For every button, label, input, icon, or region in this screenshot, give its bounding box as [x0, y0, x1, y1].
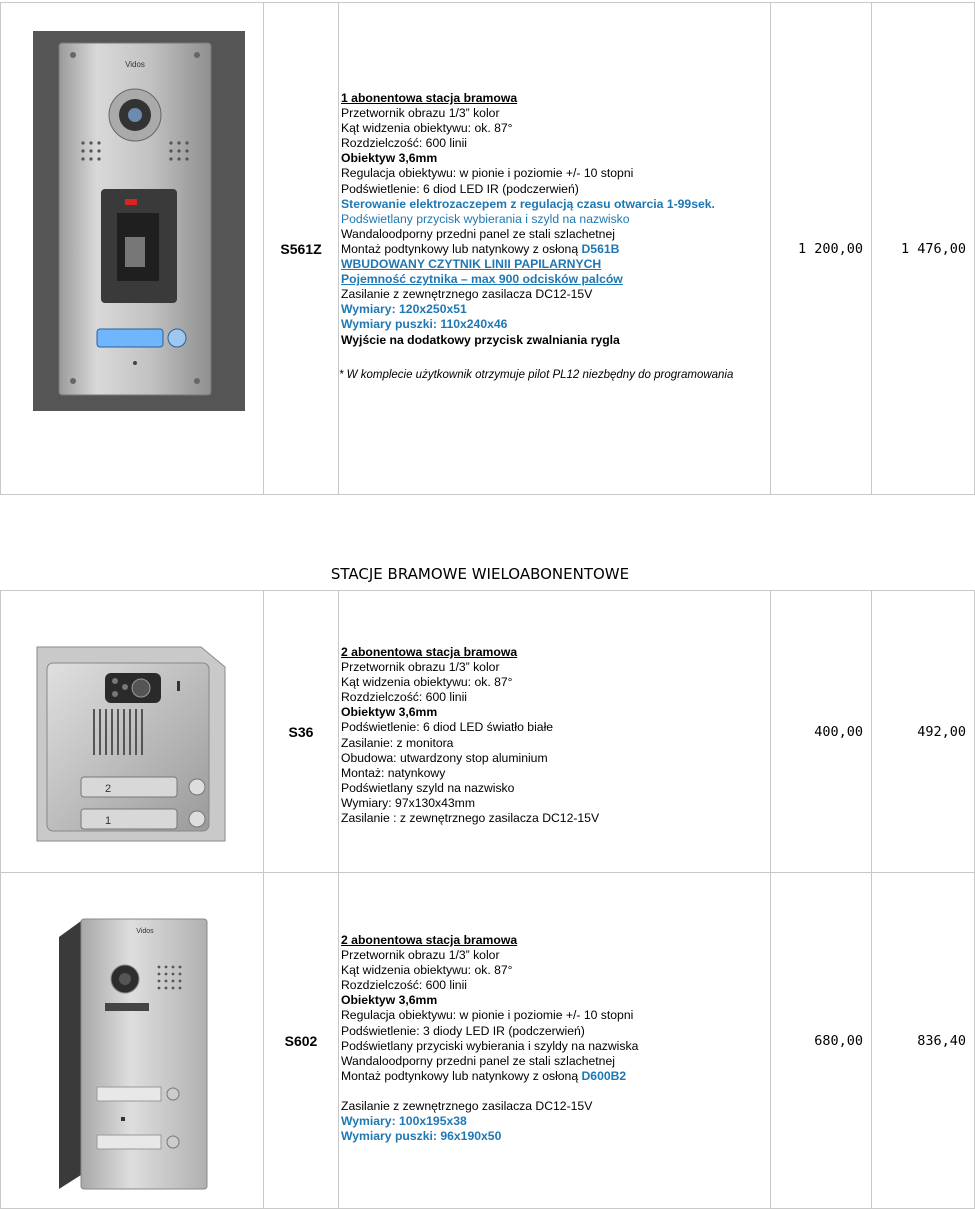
desc-line: Kąt widzenia obiektywu: ok. 87°: [341, 121, 513, 136]
door-station-fingerprint-panel-icon: [1, 3, 263, 489]
table-row: [1, 591, 975, 873]
desc-line: Obudowa: utwardzony stop aluminium: [341, 750, 548, 765]
price-gross: 1 476,00: [872, 3, 975, 495]
desc-line: Przetwornik obrazu 1/3” kolor: [341, 106, 500, 121]
product-table-s561z: [0, 2, 975, 495]
price-net: 680,00: [771, 873, 872, 1209]
desc-line: Pojemność czytnika – max 900 odcisków palców: [341, 272, 623, 287]
product-image-cell: [1, 591, 264, 873]
cover-model-link[interactable]: D600B2: [581, 1068, 627, 1083]
desc-line: Podświetlany przyciski wybierania i szyldy na nazwiska: [341, 1038, 639, 1053]
price-gross: 836,40: [872, 873, 975, 1209]
desc-line: Zasilanie : z zewnętrznego zasilacza DC12-15V: [341, 811, 600, 826]
desc-line: Wandaloodporny przedni panel ze stali szlachetnej: [341, 226, 615, 241]
desc-line: Montaż podtynkowy lub natynkowy z osłoną D600B2: [341, 1068, 627, 1083]
product-image-cell: [1, 3, 264, 495]
desc-line: Przetwornik obrazu 1/3” kolor: [341, 948, 500, 963]
footnote: * W komplecie użytkownik otrzymuje pilot PL12 niezbędny do programowania: [339, 368, 734, 381]
door-station-2-button-flush-icon: [1, 873, 263, 1203]
desc-line: Montaż: natynkowy: [341, 765, 446, 780]
desc-line: Wymiary: 100x195x38: [341, 1114, 467, 1129]
desc-title: 2 abonentowa stacja bramowa: [341, 933, 518, 947]
desc-line: WBUDOWANY CZYTNIK LINII PAPILARNYCH: [341, 257, 602, 272]
svg-text:1: 1: [105, 815, 112, 827]
desc-line: Kąt widzenia obiektywu: ok. 87°: [341, 675, 513, 690]
desc-line: Regulacja obiektywu: w pionie i poziomie +/- 10 stopni: [341, 166, 634, 181]
desc-line: Podświetlany szyld na nazwisko: [341, 780, 515, 795]
desc-line: Przetwornik obrazu 1/3” kolor: [341, 660, 500, 675]
desc-line: Podświetlenie: 6 diod LED IR (podczerwień): [341, 181, 579, 196]
table-row: [1, 873, 975, 1209]
door-station-2-button-hood-icon: [1, 591, 263, 867]
desc-line: Obiektyw 3,6mm: [341, 705, 438, 720]
price-net: 1 200,00: [771, 3, 872, 495]
desc-line: Wandaloodporny przedni panel ze stali szlachetnej: [341, 1053, 615, 1068]
desc-line: Podświetlany przycisk wybierania i szyld na nazwisko: [341, 211, 630, 226]
product-description-cell: [339, 3, 771, 495]
desc-line: Zasilanie z zewnętrznego zasilacza DC12-15V: [341, 1098, 593, 1113]
desc-line: Wymiary puszki: 110x240x46: [341, 317, 508, 332]
cover-model-link[interactable]: D561B: [581, 241, 620, 256]
desc-line: Wymiary: 97x130x43mm: [341, 795, 475, 810]
spacer: [341, 1084, 770, 1099]
desc-line: Rozdzielczość: 600 linii: [341, 978, 467, 993]
price-gross: 492,00: [872, 591, 975, 873]
section-title: STACJE BRAMOWE WIELOABONENTOWE: [330, 565, 630, 583]
desc-line: Wyjście na dodatkowy przycisk zwalniania rygla: [341, 332, 620, 347]
price-net: 400,00: [771, 591, 872, 873]
desc-line: Montaż podtynkowy lub natynkowy z osłoną D561B: [341, 241, 620, 256]
desc-line: Obiektyw 3,6mm: [341, 993, 438, 1008]
model-code: S602: [264, 873, 339, 1209]
desc-line: Sterowanie elektrozaczepem z regulacją czasu otwarcia 1-99sek.: [341, 196, 715, 211]
desc-line: Regulacja obiektywu: w pionie i poziomie +/- 10 stopni: [341, 1008, 634, 1023]
desc-line: Podświetlenie: 6 diod LED światło białe: [341, 720, 554, 735]
desc-line: Wymiary puszki: 96x190x50: [341, 1129, 502, 1144]
desc-line: Zasilanie z zewnętrznego zasilacza DC12-15V: [341, 287, 593, 302]
desc-line: Podświetlenie: 3 diody LED IR (podczerwień): [341, 1023, 585, 1038]
model-code: S561Z: [264, 3, 339, 495]
product-image-cell: [1, 873, 264, 1209]
product-table-multi: [0, 590, 975, 1209]
desc-line: Rozdzielczość: 600 linii: [341, 136, 467, 151]
svg-text:Vidos: Vidos: [136, 928, 154, 935]
product-description-cell: [339, 591, 771, 873]
desc-line: Rozdzielczość: 600 linii: [341, 690, 467, 705]
desc-title: 2 abonentowa stacja bramowa: [341, 645, 518, 659]
desc-title: 1 abonentowa stacja bramowa: [341, 91, 518, 105]
svg-text:Vidos: Vidos: [125, 60, 145, 69]
desc-line: Obiektyw 3,6mm: [341, 151, 438, 166]
desc-line: Kąt widzenia obiektywu: ok. 87°: [341, 963, 513, 978]
product-description-cell: [339, 873, 771, 1209]
desc-line: Zasilanie: z monitora: [341, 735, 454, 750]
model-code: S36: [264, 591, 339, 873]
svg-text:2: 2: [105, 783, 112, 795]
desc-line: Wymiary: 120x250x51: [341, 302, 467, 317]
